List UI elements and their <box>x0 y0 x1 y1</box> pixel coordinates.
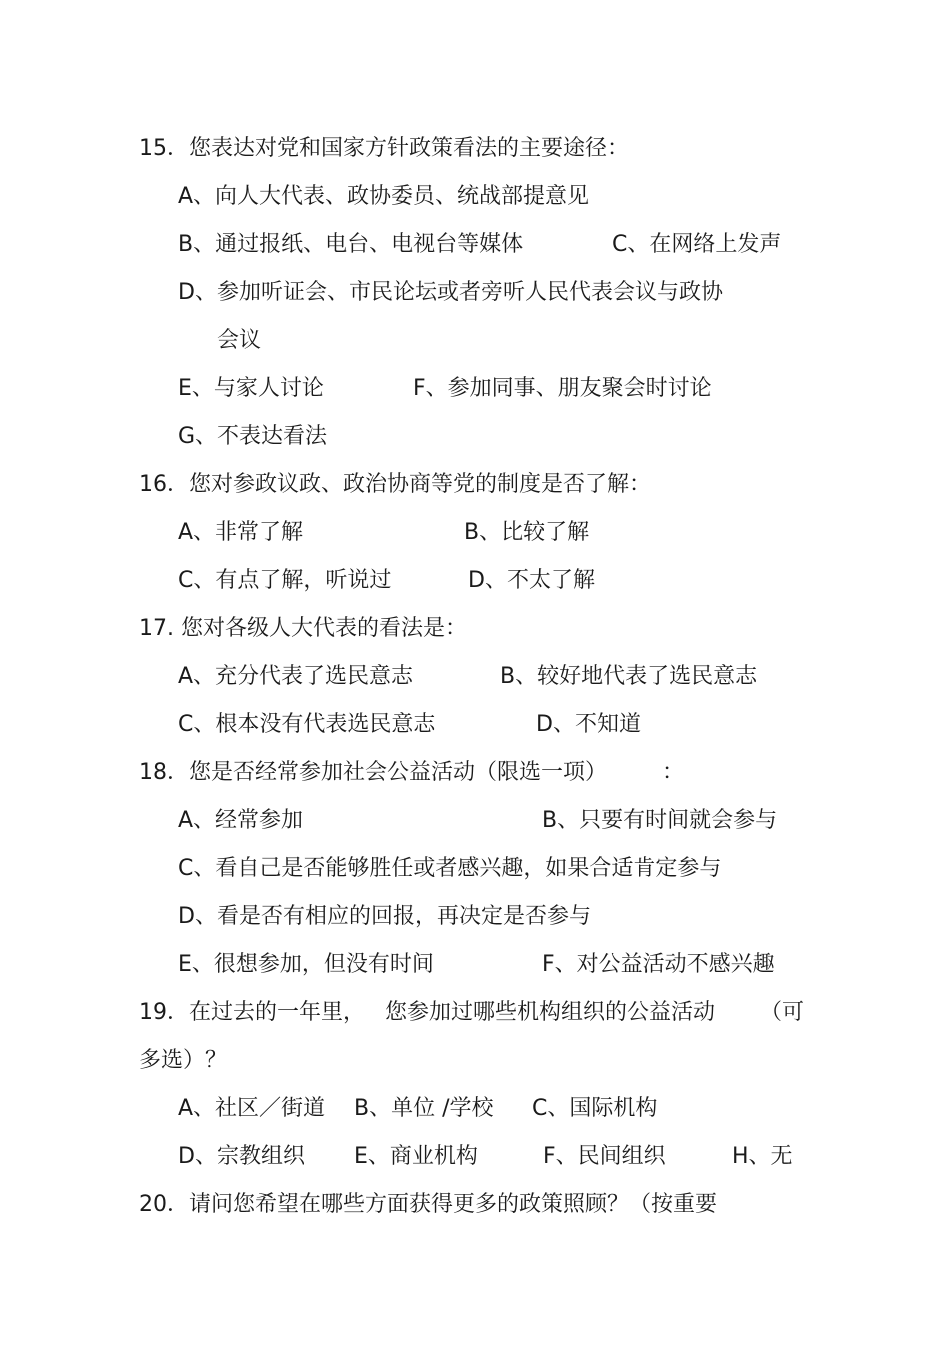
q15-title: 15．您表达对党和国家方针政策看法的主要途径： <box>139 136 629 161</box>
q17-option-d: D、不知道 <box>536 712 641 737</box>
q15-option-g: G、不表达看法 <box>178 424 328 449</box>
q18-option-c: C、看自己是否能够胜任或者感兴趣，如果合适肯定参与 <box>178 856 722 881</box>
q16-title: 16．您对参政议政、政治协商等党的制度是否了解： <box>139 472 651 497</box>
q17-option-c: C、根本没有代表选民意志 <box>178 712 436 737</box>
q15-option-a: A、向人大代表、政协委员、统战部提意见 <box>178 184 590 209</box>
q15-option-e: E、与家人讨论 <box>178 376 324 401</box>
q18-option-b: B、只要有时间就会参与 <box>542 808 778 833</box>
q18-option-e: E、很想参加，但没有时间 <box>178 952 434 977</box>
q15-option-d-continued: 会议 <box>217 328 262 353</box>
q17-option-b: B、较好地代表了选民意志 <box>500 664 758 689</box>
q16-option-b: B、比较了解 <box>464 520 590 545</box>
q17-option-a: A、充分代表了选民意志 <box>178 664 414 689</box>
q19-title-part2: 您参加过哪些机构组织的公益活动 <box>385 1000 716 1025</box>
q18-title: 18．您是否经常参加社会公益活动（限选一项） <box>139 760 607 785</box>
q20-title: 20．请问您希望在哪些方面获得更多的政策照顾？（按重要 <box>139 1192 717 1217</box>
q15-option-b: B、通过报纸、电台、电视台等媒体 <box>178 232 524 257</box>
q15-option-d: D、参加听证会、市民论坛或者旁听人民代表会议与政协 <box>178 280 723 305</box>
q16-option-d: D、不太了解 <box>468 568 595 593</box>
q19-title-part1: 19．在过去的一年里， <box>139 1000 365 1025</box>
q16-option-a: A、非常了解 <box>178 520 304 545</box>
q19-title-line2: 多选）？ <box>139 1048 228 1073</box>
q18-option-f: F、对公益活动不感兴趣 <box>542 952 775 977</box>
q19-option-d: D、宗教组织 <box>178 1144 305 1169</box>
q19-option-c: C、国际机构 <box>532 1096 658 1121</box>
q19-option-e: E、商业机构 <box>354 1144 478 1169</box>
q15-option-c: C、在网络上发声 <box>612 232 782 257</box>
q19-option-a: A、社区／街道 <box>178 1096 326 1121</box>
q18-option-a: A、经常参加 <box>178 808 304 833</box>
q19-option-b: B、单位 /学校 <box>354 1096 494 1121</box>
q18-title-colon: ： <box>662 760 685 785</box>
q15-option-f: F、参加同事、朋友聚会时讨论 <box>413 376 712 401</box>
q18-option-d: D、看是否有相应的回报，再决定是否参与 <box>178 904 591 929</box>
q19-option-h: H、无 <box>732 1144 793 1169</box>
q19-option-f: F、民间组织 <box>543 1144 666 1169</box>
q17-title: 17. 您对各级人大代表的看法是： <box>139 616 467 641</box>
q16-option-c: C、有点了解，听说过 <box>178 568 392 593</box>
q19-title-part3: （可 <box>760 1000 805 1025</box>
